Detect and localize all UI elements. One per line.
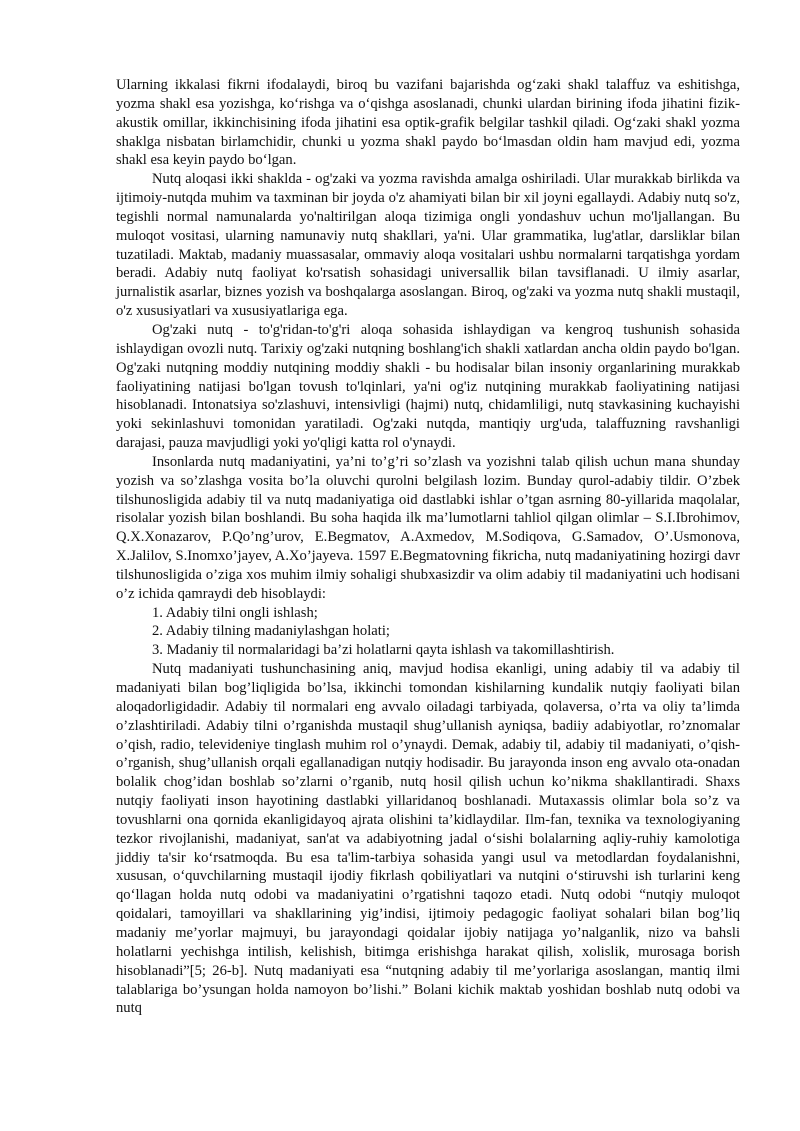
list-item: 3. Madaniy til normalaridagi ba’zi holatlarni qayta ishlash va takomillashtirish.	[152, 642, 615, 659]
list-item: 1. Adabiy tilni ongli ishlash;	[152, 604, 318, 621]
document-page	[116, 76, 740, 1018]
paragraph-speech-communication: Nutq aloqasi ikki shaklda - og'zaki va yozma ravishda amalga oshiriladi. Ular murakkab birlikda va ijtimoiy-nutqda muhim va taxminan bir joyda o'z ahamiyati bilan bir xil joyni egallaydi. Adabiy nutq so'z, tegishli normal namunalarda yo'naltirilgan aloqa tizimiga ongli yondashuv uchun mo'ljallangan. Bu muloqot vositasi, ularning namunaviy nutq shakllari, ya'ni. Ular grammatika, lug'atlar, darsliklar bilan tuzatiladi. Maktab, madaniy muassasalar, ommaviy aloqa vositalari ushbu normalarni tarqatishga yordam beradi. Adabiy nutq faoliyat ko'rsatish sohasidagi universallik bilan tavsiflanadi. U ilmiy asarlar, jurnalistik asarlar, biznes yozish va boshqalarga asoslangan. Biroq, og'zaki va yozma nutq shakli mustaqil, o'z xususiyatlari va xususiyatlariga ega.	[116, 171, 740, 320]
paragraph-oral-speech: Og'zaki nutq - to'g'ridan-to'g'ri aloqa sohasida ishlaydigan va kengroq tushunish sohasida ishlaydigan ovozli nutq. Tarixiy og'zaki nutqning boshlang'ich shakli xatlardan ancha oldin paydo bo'lgan. Og'zaki nutqning moddiy nutqining moddiy shakli - bu hodisalar bilan insoniy organlarining murakkab faoliyatining natijasi bo'lgan tovush to'lqinlari, ya'ni og'iz nutqining murakkab faoliyatining natijasi hisoblanadi. Intonatsiya so'zlashuvi, intensivligi (hajmi) nutq, chidamliligi, nutq stavkasining kuchayishi yoki sekinlashuvi tomonidan yaratiladi. Og'zaki nutqda, mantiqiy urg'uda, talaffuzning ravshanligi darajasi, pauza mavjudligi yoki yo'qligi katta rol o'ynaydi.	[116, 321, 740, 452]
paragraph-speech-culture: Insonlarda nutq madaniyatini, ya’ni to’g’ri so’zlash va yozishni talab qilish uchun mana shunday yozish va so’zlashga vosita bo’la oluvchi qurolni belgilash lozim. Bunday qurol-adabiy tildir. O’zbek tilshunosligida adabiy til va nutq madaniyatiga oid dastlabki ishlar o’tgan asrning 80-yillarida maqolalar, risolalar yozish bilan boshlandi. Bu soha haqida ilk ma’lumotlarni tahliol qilgan olimlar – S.I.Ibrohimov, Q.X.Xonazarov, P.Qo’ng’urov, E.Begmatov, A.Axmedov, M.Sodiqova, G.Samadov, O’.Usmonova, X.Jalilov, S.Inomxo’jayev, A.Xo’jayeva. 1597 E.Begmatovning fikricha, nutq madaniyatining hozirgi davr tilshunosligida o’ziga xos muhim ilmiy sohaligi shubxasizdir va olim adabiy til madaniyatini uch hodisani o’z ichida qamraydi deb hisoblaydi:	[116, 453, 740, 602]
paragraph-oral-written-forms: Ularning ikkalasi fikrni ifodalaydi, biroq bu vazifani bajarishda og‘zaki shakl talaffuz va eshitishga, yozma shakl esa yozishga, ko‘rishga va o‘qishga asoslanadi, chunki ulardan birining ifoda jihatini fizik-akustik omillar, ikkinchisining ifoda jihatini esa optik-grafik belgilar tashkil qiladi. Og‘zaki shakl yozma shaklga nisbatan birlamchidir, chunki u yozma shakl paydo bo‘lmasdan oldin ham mavjud edi, yozma shakl esa keyin paydo bo‘lgan.	[116, 77, 740, 169]
list-item: 2. Adabiy tilning madaniylashgan holati;	[152, 623, 390, 640]
paragraph-speech-culture-concept: Nutq madaniyati tushunchasining aniq, mavjud hodisa ekanligi, uning adabiy til va adabiy til madaniyati bilan bog’liqligida bo’lsa, ikkinchi tomondan kishilarning kundalik nutqiy faoliyati bilan aloqadorligidadir. Adabiy til normalari eng avvalo oiladagi tarbiyada, qolaversa, o’rta va oliy ta’limda o’zlashtiriladi. Adabiy tilni o’rganishda mustaqil shug’ullanish ayniqsa, badiiy adabiyotlar, ro’znomalar o’qish, radio, televideniye tinglash muhim rol o’ynaydi. Demak, adabiy til, adabiy til madaniyati, o’qish-o’rganish, shug’ullanish orqali egallanadigan nutqiy hodisadir. Bu jarayonda inson eng avvalo ota-onadan bolalik chog’idan boshlab so’zlarni o’rganib, nutq hosil qilish uchun ko’nikma shakllantiradi. Shaxs nutqiy faoliyati inson hayotining dastlabki yillaridanoq boshlanadi. Mutaxassis olimlar bola so’z va tovushlarni ona qornida ekanligidayoq ajrata olishini ta’kidlaydilar. Ilm-fan, texnika va texnologiyaning tezkor rivojlanishi, madaniyat, san'at va adabiyotning jadal o‘sishi bolalarning aqliy-ruhiy kamolotiga jiddiy ta'sir ko‘rsatmoqda. Bu esa ta'lim-tarbiya sohasida yangi usul va metodlardan foydalanishni, xususan, o‘quvchilarning mustaqil ijodiy fikrlash qobiliyatlari va nutqini o‘stiruvshi ish turlarini keng qo‘llagan holda nutq odobi va madaniyatini o’rgatishni taqozo etadi. Nutq odobi “nutqiy muloqot qoidalari, tamoyillari va shakllarining yig’indisi, ijtimoiy pedagogic faoliyat sohalari bilan bog’liq madaniy me’yorlar majmuyi, bu jarayondagi qoidalar ijobiy natijaga yo’nalganlik, nizo va bahsli holatlarni yechishga intilish, kelishish, bitimga erishishga harakat qilish, xolislik, murosaga borish hisoblanadi”[5; 26-b]. Nutq madaniyati esa “nutqning adabiy til me’yorlariga asoslangan, mantiq ilmi talablariga bo’ysungan holda namoyon bo’lishi.” Bolani kichik maktab yoshidan boshlab nutq odobi va nutq	[116, 661, 740, 1017]
